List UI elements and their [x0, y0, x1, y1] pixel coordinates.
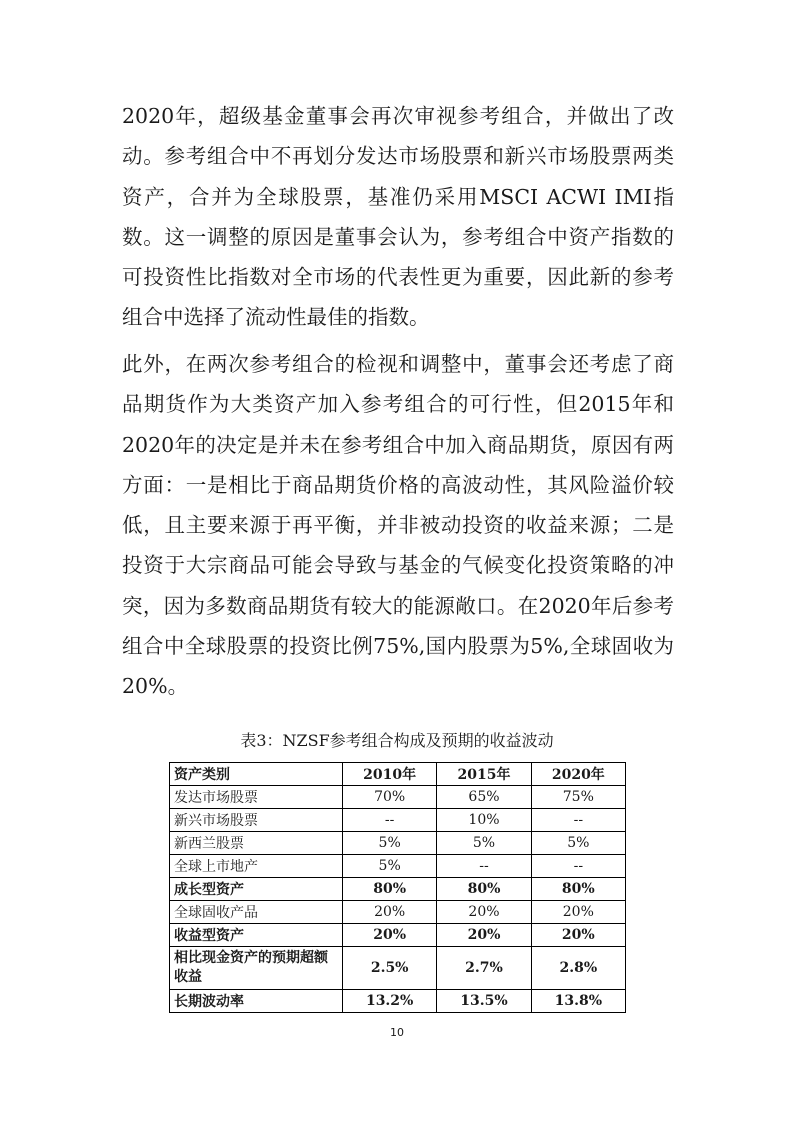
header-2010: 2010年	[343, 763, 437, 786]
header-asset-class: 资产类别	[170, 763, 343, 786]
cell-2010: 20%	[343, 924, 437, 947]
row-label: 相比现金资产的预期超额收益	[170, 947, 343, 990]
cell-2020: --	[531, 855, 625, 878]
cell-2020: 20%	[531, 924, 625, 947]
table-row-excess-return	[170, 947, 626, 990]
cell-2015: 10%	[437, 809, 531, 832]
table-row	[170, 855, 626, 878]
table-row	[170, 786, 626, 809]
cell-2010: 13.2%	[343, 990, 437, 1013]
header-2020: 2020年	[531, 763, 625, 786]
row-label: 收益型资产	[170, 924, 343, 947]
cell-2010: 80%	[343, 878, 437, 901]
cell-2015: 65%	[437, 786, 531, 809]
cell-2010: 2.5%	[343, 947, 437, 990]
row-label: 全球固收产品	[170, 901, 343, 924]
cell-2010: --	[343, 809, 437, 832]
cell-2015: 5%	[437, 832, 531, 855]
cell-2015: 13.5%	[437, 990, 531, 1013]
table-row	[170, 901, 626, 924]
cell-2015: --	[437, 855, 531, 878]
table-header-row	[170, 763, 626, 786]
cell-2015: 20%	[437, 901, 531, 924]
cell-2020: 80%	[531, 878, 625, 901]
table-row-subtotal	[170, 878, 626, 901]
paragraph-2: 此外，在两次参考组合的检视和调整中，董事会还考虑了商品期货作为大类资产加入参考组合的可行性，但2015年和2020年的决定是并未在参考组合中加入商品期货，原因有两方面：一是相比于商品期货价格的高波动性，其风险溢价较低，且主要来源于再平衡，并非被动投资的收益来源；二是投资于大宗商品可能会导致与基金的气候变化投资策略的冲突，因为多数商品期货有较大的能源敞口。在2020年后参考组合中全球股票的投资比例75%,国内股票为5%,全球固收为20%。	[122, 352, 674, 699]
cell-2015: 20%	[437, 924, 531, 947]
portfolio-table	[169, 762, 626, 1013]
cell-2015: 80%	[437, 878, 531, 901]
row-label: 长期波动率	[170, 990, 343, 1013]
cell-2015: 2.7%	[437, 947, 531, 990]
cell-2010: 5%	[343, 855, 437, 878]
cell-2020: 5%	[531, 832, 625, 855]
row-label: 全球上市地产	[170, 855, 343, 878]
cell-2010: 70%	[343, 786, 437, 809]
cell-2010: 20%	[343, 901, 437, 924]
table-row-volatility	[170, 990, 626, 1013]
row-label: 新兴市场股票	[170, 809, 343, 832]
cell-2020: 13.8%	[531, 990, 625, 1013]
table-caption: 表3：NZSF参考组合构成及预期的收益波动	[240, 731, 554, 750]
cell-2010: 5%	[343, 832, 437, 855]
cell-2020: 2.8%	[531, 947, 625, 990]
row-label: 发达市场股票	[170, 786, 343, 809]
cell-2020: --	[531, 809, 625, 832]
cell-2020: 75%	[531, 786, 625, 809]
table-row-subtotal	[170, 924, 626, 947]
table-row	[170, 832, 626, 855]
paragraph-1: 2020年，超级基金董事会再次审视参考组合，并做出了改动。参考组合中不再划分发达市场股票和新兴市场股票两类资产，合并为全球股票，基准仍采用MSCI ACWI IMI指数。这一调整的原因是董事会认为，参考组合中资产指数的可投资性比指数对全市场的代表性更为重要，因此新的参考组合中选择了流动性最佳的指数。	[122, 104, 674, 330]
cell-2020: 20%	[531, 901, 625, 924]
row-label: 新西兰股票	[170, 832, 343, 855]
header-2015: 2015年	[437, 763, 531, 786]
page-number: 10	[390, 1026, 404, 1039]
row-label: 成长型资产	[170, 878, 343, 901]
table-row	[170, 809, 626, 832]
